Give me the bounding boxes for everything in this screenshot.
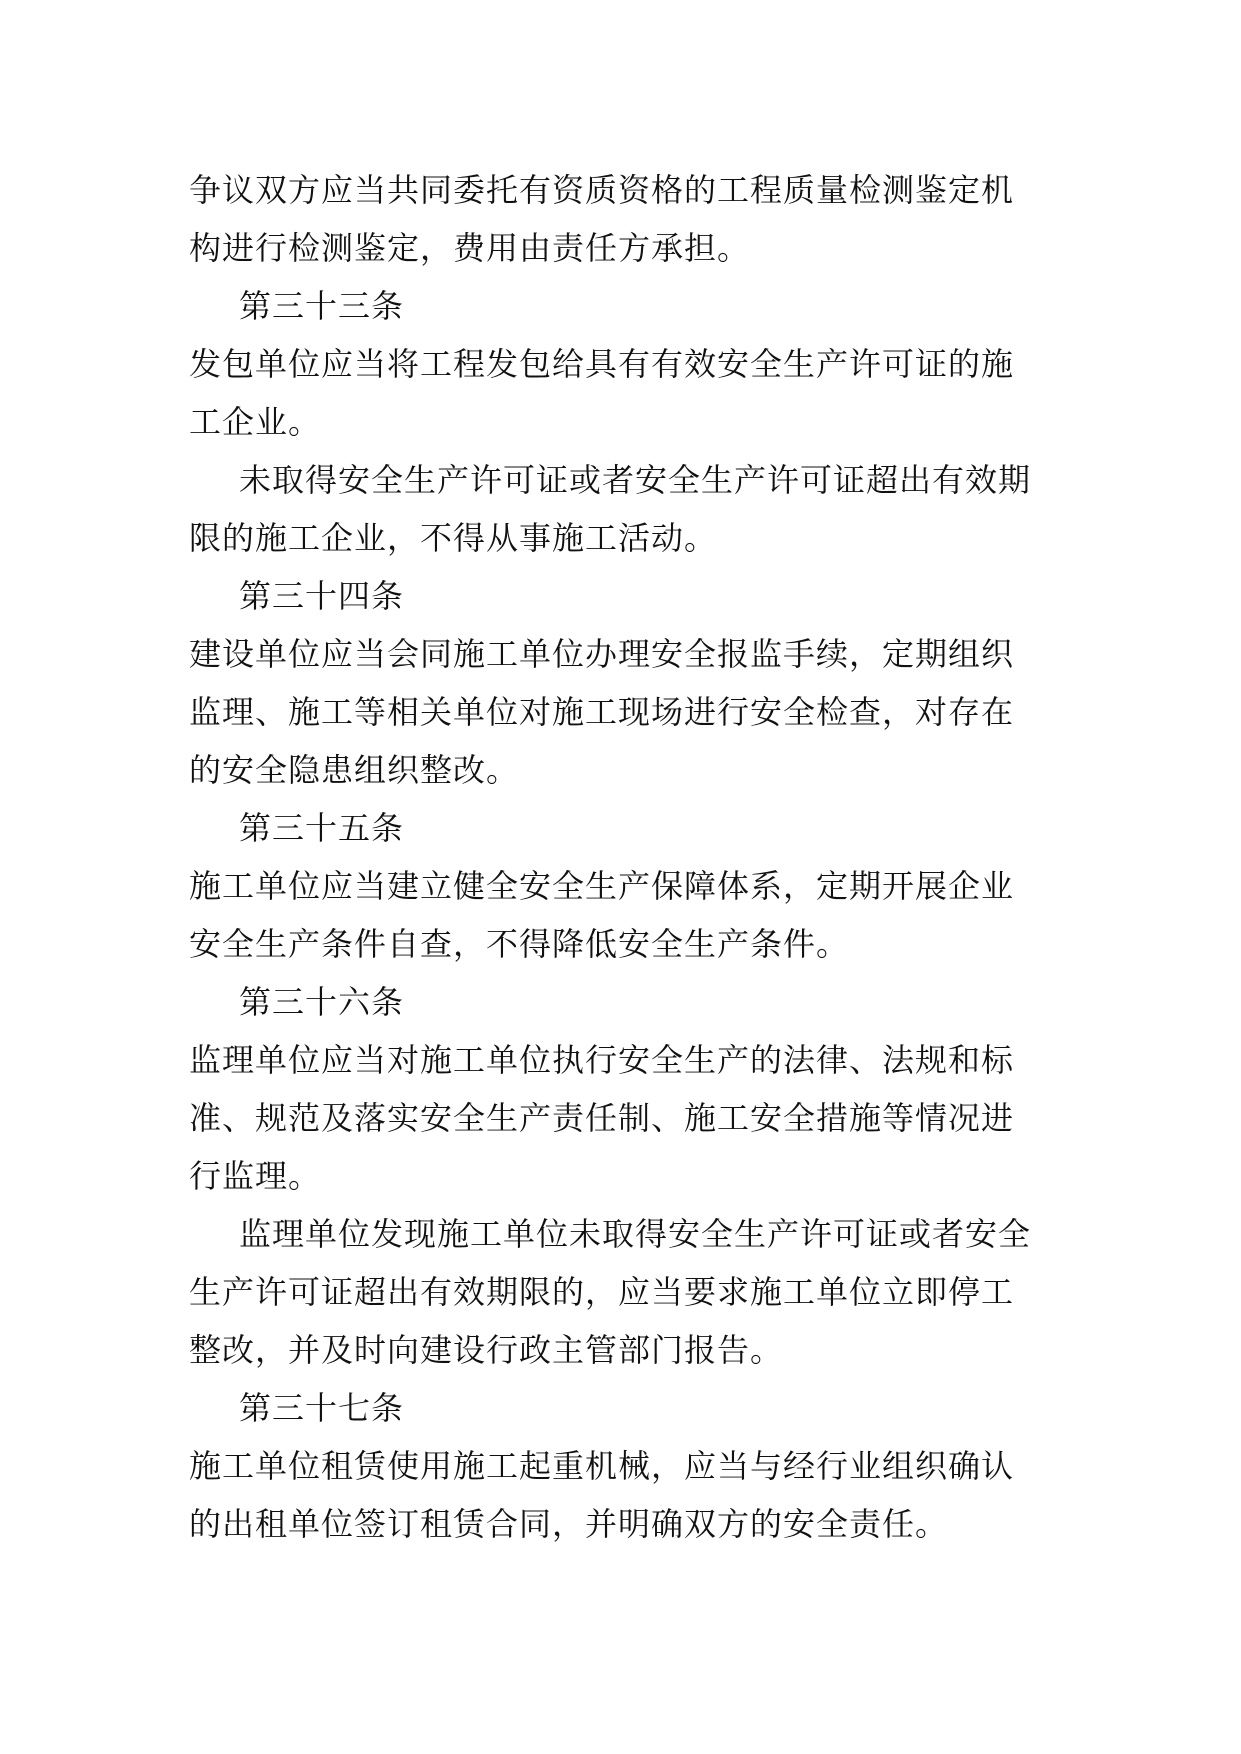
text-line: 施工单位应当建立健全安全生产保障体系，定期开展企业 <box>189 867 1015 905</box>
article-heading: 第三十六条 <box>239 983 405 1021</box>
text-line: 行监理。 <box>189 1157 322 1195</box>
text-line: 发包单位应当将工程发包给具有有效安全生产许可证的施 <box>189 345 1015 383</box>
text-line: 施工单位租赁使用施工起重机械，应当与经行业组织确认 <box>189 1447 1015 1485</box>
text-line: 构进行检测鉴定，费用由责任方承担。 <box>189 229 751 267</box>
article-heading: 第三十三条 <box>239 287 405 325</box>
text-line: 限的施工企业，不得从事施工活动。 <box>189 519 718 557</box>
text-line: 工企业。 <box>189 403 322 441</box>
article-heading: 第三十四条 <box>239 577 405 615</box>
text-line: 的安全隐患组织整改。 <box>189 751 520 789</box>
text-line: 的出租单位签订租赁合同，并明确双方的安全责任。 <box>189 1505 949 1543</box>
text-line: 争议双方应当共同委托有资质资格的工程质量检测鉴定机 <box>189 171 1015 209</box>
text-line: 监理单位应当对施工单位执行安全生产的法律、法规和标 <box>189 1041 1015 1079</box>
text-line: 监理、施工等相关单位对施工现场进行安全检查，对存在 <box>189 693 1015 731</box>
text-line: 准、规范及落实安全生产责任制、施工安全措施等情况进 <box>189 1099 1015 1137</box>
text-line: 生产许可证超出有效期限的，应当要求施工单位立即停工 <box>189 1273 1015 1311</box>
text-line: 监理单位发现施工单位未取得安全生产许可证或者安全 <box>239 1215 1032 1253</box>
text-line: 未取得安全生产许可证或者安全生产许可证超出有效期 <box>239 461 1032 499</box>
text-line: 安全生产条件自查，不得降低安全生产条件。 <box>189 925 850 963</box>
text-line: 整改，并及时向建设行政主管部门报告。 <box>189 1331 784 1369</box>
document-body <box>189 161 1059 1553</box>
article-heading: 第三十七条 <box>239 1389 405 1427</box>
article-heading: 第三十五条 <box>239 809 405 847</box>
text-line: 建设单位应当会同施工单位办理安全报监手续，定期组织 <box>189 635 1015 673</box>
